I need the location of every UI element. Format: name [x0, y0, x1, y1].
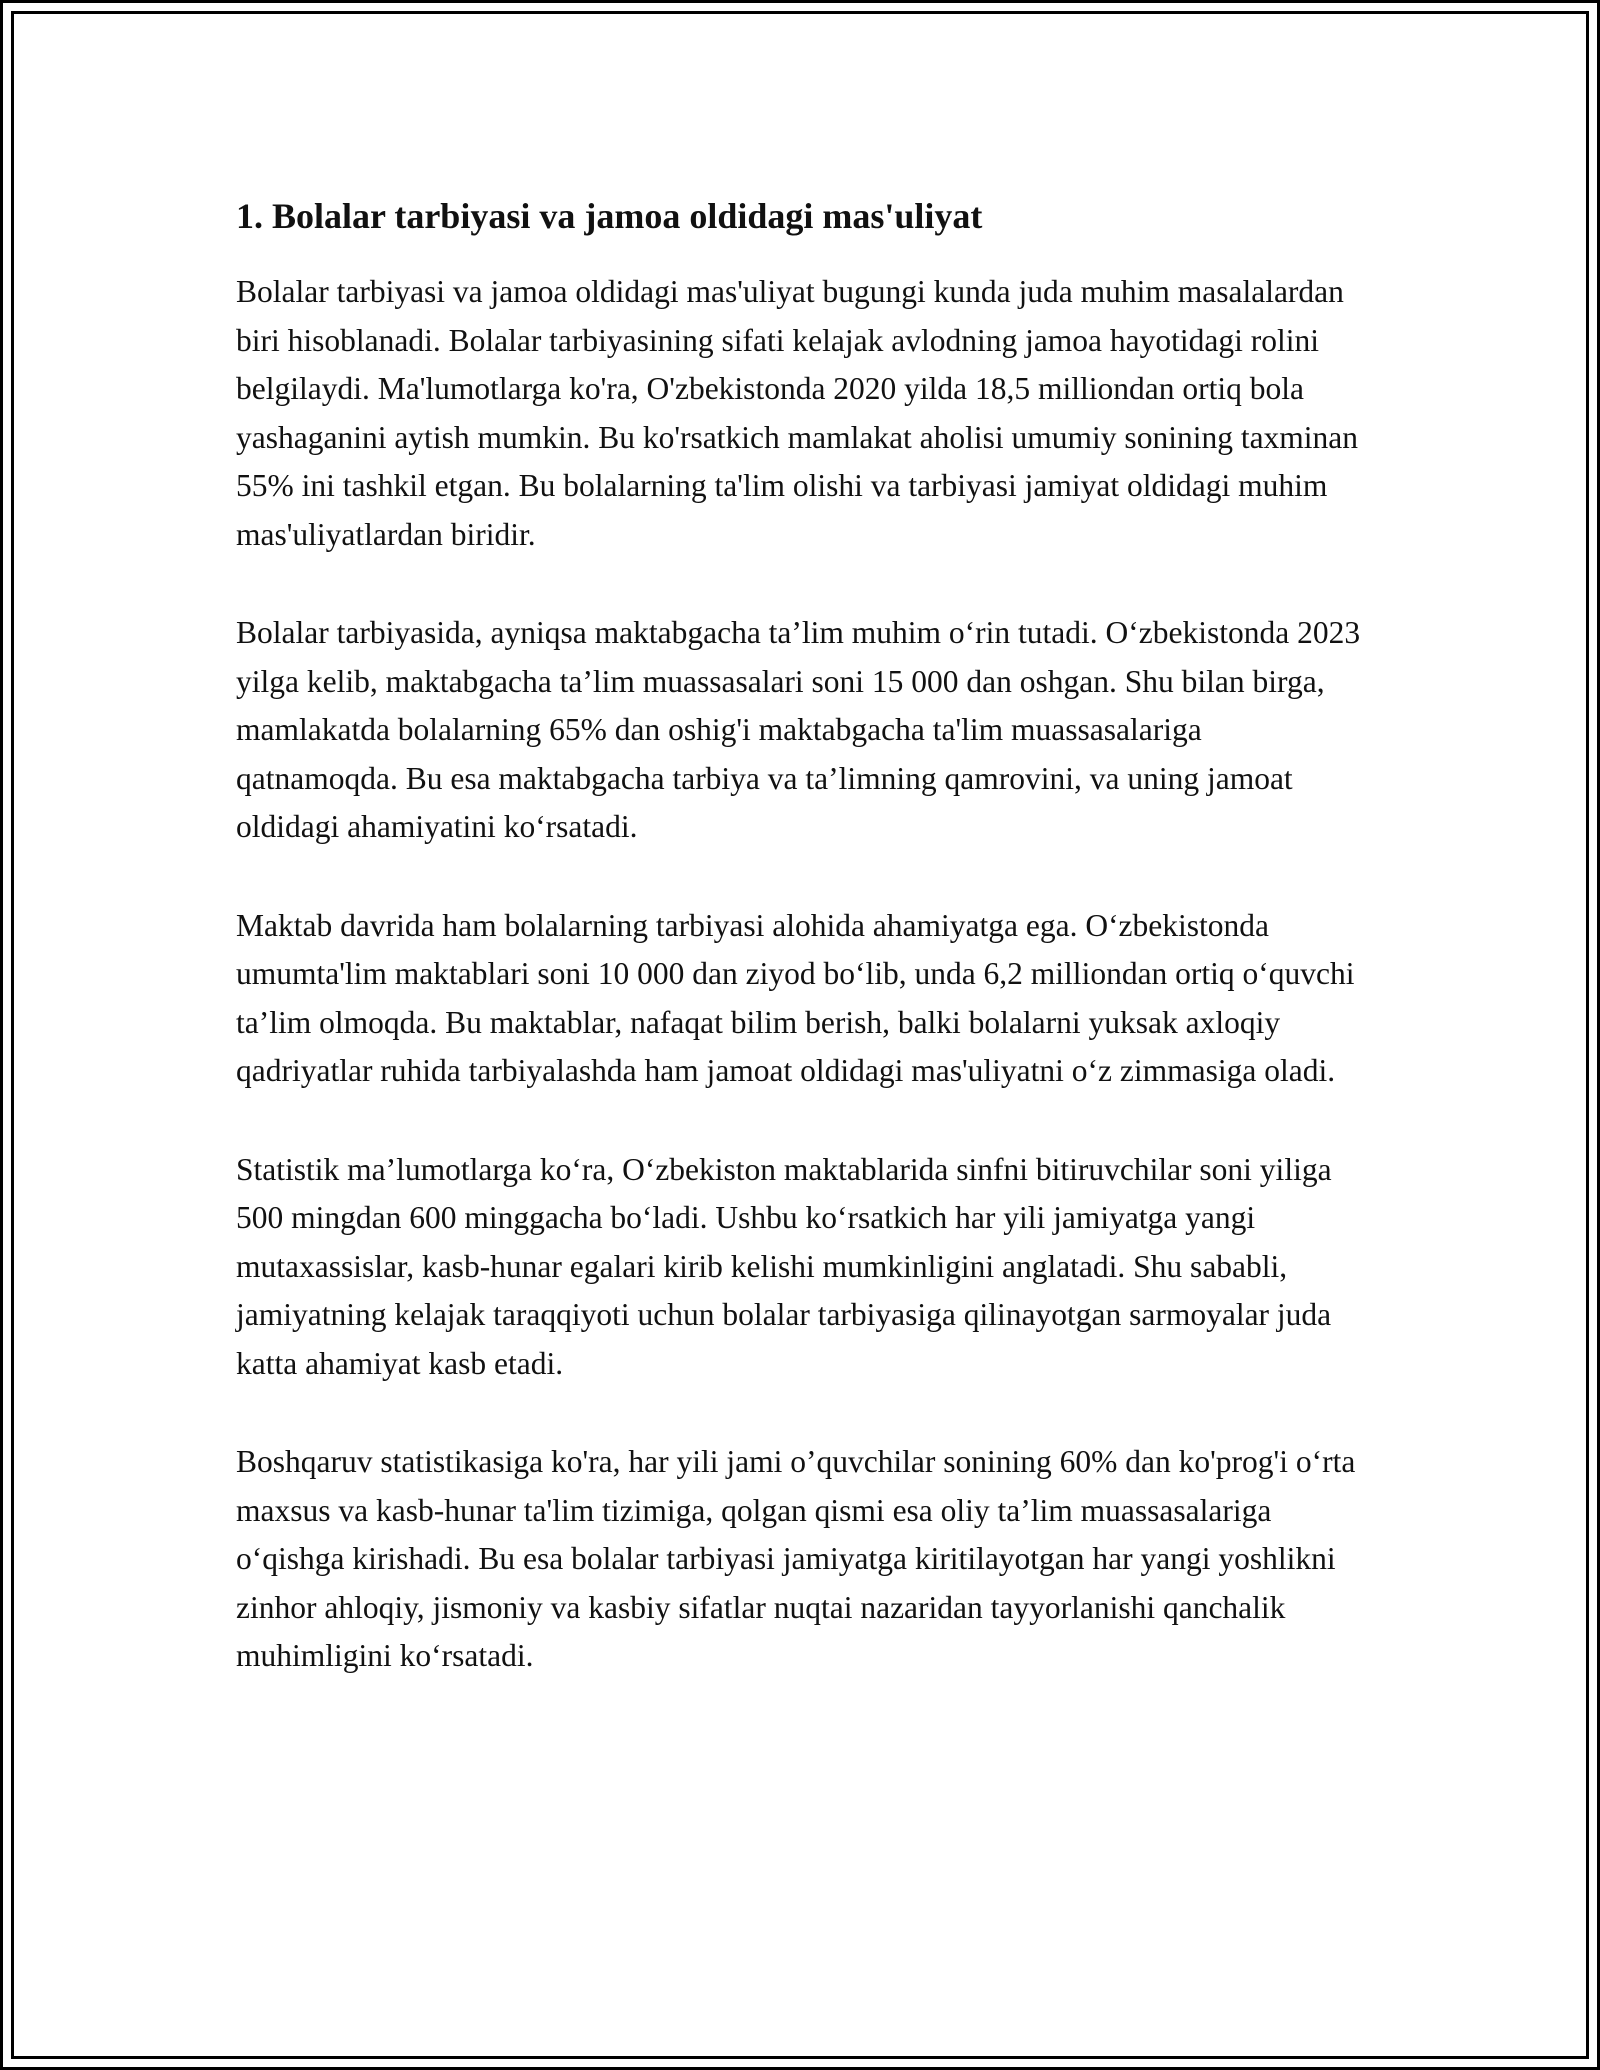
paragraph-4: Statistik ma’lumotlarga ko‘ra, O‘zbekiston maktablarida sinfni bitiruvchilar soni yiliga 500 mingdan 600 minggacha bo‘ladi. Ushbu ko‘rsatkich har yili jamiyatga yangi mutaxassislar, kasb-hunar egalari kirib kelishi mumkinligini anglatadi. Shu sababli, jamiyatning kelajak taraqqiyoti uchun bolalar tarbiyasiga qilinayotgan sarmoyalar juda katta ahamiyat kasb etadi. — [236, 1151, 1332, 1381]
document-content — [236, 188, 1371, 1681]
paragraph-1: Bolalar tarbiyasi va jamoa oldidagi mas'uliyat bugungi kunda juda muhim masalalardan biri hisoblanadi. Bolalar tarbiyasining sifati kelajak avlodning jamoa hayotidagi rolini belgilaydi. Ma'lumotlarga ko'ra, O'zbekistonda 2020 yilda 18,5 milliondan ortiq bola yashaganini aytish mumkin. Bu ko'rsatkich mamlakat aholisi umumiy sonining taxminan 55% ini tashkil etgan. Bu bolalarning ta'lim olishi va tarbiyasi jamiyat oldidagi muhim mas'uliyatlardan biridir. — [236, 274, 1359, 552]
paragraph-5: Boshqaruv statistikasiga ko'ra, har yili jami o’quvchilar sonining 60% dan ko'prog'i o‘rta maxsus va kasb-hunar ta'lim tizimiga, qolgan qismi esa oliy ta’lim muassasalariga o‘qishga kirishadi. Bu esa bolalar tarbiyasi jamiyatga kiritilayotgan har yangi yoshlikni zinhor ahloqiy, jismoniy va kasbiy sifatlar nuqtai nazaridan tayyorlanishi qanchalik muhimligini ko‘rsatadi. — [236, 1444, 1356, 1673]
paragraph-3: Maktab davrida ham bolalarning tarbiyasi alohida ahamiyatga ega. O‘zbekistonda umumta'lim maktablari soni 10 000 dan ziyod bo‘lib, unda 6,2 milliondan ortiq o‘quvchi ta’lim olmoqda. Bu maktablar, nafaqat bilim berish, balki bolalarni yuksak axloqiy qadriyatlar ruhida tarbiyalashda ham jamoat oldidagi mas'uliyatni o‘z zimmasiga oladi. — [236, 907, 1355, 1088]
paragraph-2: Bolalar tarbiyasida, ayniqsa maktabgacha ta’lim muhim o‘rin tutadi. O‘zbekistonda 2023 yilga kelib, maktabgacha ta’lim muassasalari soni 15 000 dan oshgan. Shu bilan birga, mamlakatda bolalarning 65% dan oshig'i maktabgacha ta'lim muassasalariga qatnamoqda. Bu esa maktabgacha tarbiya va ta’limning qamrovini, va uning jamoat oldidagi ahamiyatini ko‘rsatadi. — [236, 615, 1361, 844]
section-heading: 1. Bolalar tarbiyasi va jamoa oldidagi mas'uliyat — [236, 196, 983, 236]
